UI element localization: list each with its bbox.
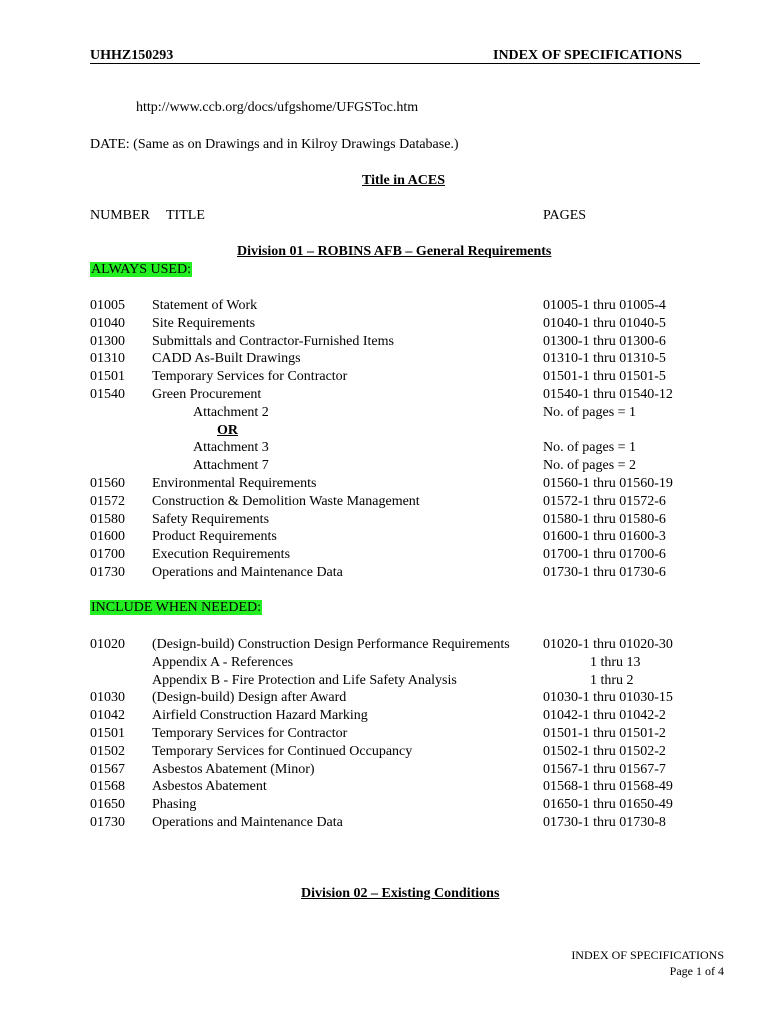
spec-number: 01020 [90,637,125,652]
spec-title: Appendix A - References [152,654,294,670]
table-row [90,315,710,333]
table-row [90,368,710,386]
spec-title: Phasing [152,797,197,813]
spec-pages: 01042-1 thru 01042-2 [543,708,666,724]
spec-pages: 01560-1 thru 01560-19 [543,476,673,491]
spec-number: 01501 [90,369,125,385]
spec-number: 01005 [90,298,125,313]
table-row [90,743,710,761]
spec-number: 01568 [90,779,125,795]
spec-title: Operations and Maintenance Data [152,565,343,580]
spec-number: 01730 [90,565,125,580]
spec-pages: 01700-1 thru 01700-6 [543,547,666,563]
spec-title: Attachment 2 [193,404,269,420]
table-row [90,814,710,832]
reference-url[interactable]: http://www.ccb.org/docs/ufgshome/UFGSToc.htm [136,100,419,115]
spec-number: 01310 [90,351,125,367]
spec-title: Temporary Services for Continued Occupancy [152,743,413,759]
spec-pages: 01567-1 thru 01567-7 [543,761,666,777]
table-row [90,654,710,672]
spec-pages: 01020-1 thru 01020-30 [543,637,673,652]
spec-title: Construction & Demolition Waste Management [152,493,420,509]
spec-number: 01700 [90,547,125,563]
spec-pages: No. of pages = 1 [543,404,637,420]
table-row [90,689,710,707]
division-01-heading: Division 01 – ROBINS AFB – General Requirements [237,244,552,259]
table-row [90,672,710,690]
spec-pages: 01650-1 thru 01650-49 [543,797,673,813]
table-row [90,333,710,351]
table-row [90,511,710,529]
spec-pages: 01730-1 thru 01730-8 [543,815,666,830]
spec-pages: 01580-1 thru 01580-6 [543,511,666,527]
spec-title: Appendix B - Fire Protection and Life Safety Analysis [152,672,457,688]
spec-number: 01502 [90,743,125,759]
aces-title: Title in ACES [362,173,445,188]
spec-number: 01560 [90,476,125,491]
spec-pages: 01730-1 thru 01730-6 [543,565,666,580]
spec-title: Airfield Construction Hazard Marking [152,708,368,724]
spec-title: CADD As-Built Drawings [152,351,301,367]
spec-pages: 01501-1 thru 01501-5 [543,369,666,385]
spec-pages: 01568-1 thru 01568-49 [543,779,673,795]
spec-pages: 01040-1 thru 01040-5 [543,315,666,331]
spec-pages: 01005-1 thru 01005-4 [543,298,666,313]
include-when-needed-label [90,601,262,615]
spec-title: Submittals and Contractor-Furnished Items [152,333,394,349]
always-used-label [90,263,192,277]
spec-pages: 01572-1 thru 01572-6 [543,493,666,509]
spec-title: Operations and Maintenance Data [152,815,343,830]
header-rule [90,63,700,64]
table-row [90,386,710,404]
spec-number: 01030 [90,690,125,706]
spec-pages: 01030-1 thru 01030-15 [543,690,673,706]
table-row [90,350,710,368]
spec-pages: 01540-1 thru 01540-12 [543,387,673,402]
spec-pages: 01600-1 thru 01600-3 [543,529,666,545]
division-02-heading: Division 02 – Existing Conditions [301,886,500,901]
table-row [90,778,710,796]
table-row [90,493,710,511]
column-header-number: NUMBER [90,208,150,223]
spec-pages: 01501-1 thru 01501-2 [543,726,666,741]
table-row [90,475,710,493]
spec-number: 01730 [90,815,125,830]
table-row [90,761,710,779]
spec-title: Execution Requirements [152,547,291,563]
spec-title: Product Requirements [152,529,277,545]
spec-title: Temporary Services for Contractor [152,369,348,385]
table-row [90,546,710,564]
spec-title: Temporary Services for Contractor [152,726,348,741]
footer-page-number: Page 1 of 4 [669,964,724,978]
spec-number: 01040 [90,315,125,331]
table-row [90,528,710,546]
spec-title: Statement of Work [152,298,258,313]
spec-number: 01501 [90,726,125,741]
column-header-title: TITLE [166,208,205,223]
spec-pages: No. of pages = 2 [543,458,637,474]
include-when-needed-highlight: INCLUDE WHEN NEEDED: [91,600,262,615]
spec-title: Safety Requirements [152,511,270,527]
spec-pages: 01502-1 thru 01502-2 [543,743,666,759]
spec-number: 01600 [90,529,125,545]
spec-number: 01300 [90,333,125,349]
always-used-highlight: ALWAYS USED: [91,262,191,277]
table-row [90,422,710,440]
column-header-pages: PAGES [543,208,587,223]
table-row [90,707,710,725]
table-row [90,297,710,315]
spec-title: Asbestos Abatement [152,779,267,795]
table-row [90,439,710,457]
table-row [90,457,710,475]
spec-number: 01572 [90,493,125,509]
spec-number: 01650 [90,797,125,813]
spec-number: 01580 [90,511,125,527]
spec-title: (Design-build) Design after Award [152,690,347,706]
spec-pages: 01310-1 thru 01310-5 [543,351,666,367]
spec-title: Attachment 7 [193,458,269,474]
spec-pages: 1 thru 13 [590,654,641,670]
spec-title: Green Procurement [152,387,262,402]
spec-number: 01567 [90,761,125,777]
spec-title: Environmental Requirements [152,476,317,491]
spec-pages: No. of pages = 1 [543,440,637,456]
spec-pages: 1 thru 2 [590,672,634,688]
table-row [90,725,710,743]
spec-title: (Design-build) Construction Design Performance Requirements [152,637,510,652]
spec-title: OR [217,422,238,438]
date-line: DATE: (Same as on Drawings and in Kilroy Drawings Database.) [90,137,459,152]
spec-title: Attachment 3 [193,440,269,456]
spec-number: 01042 [90,708,125,724]
table-row [90,564,710,582]
footer-title: INDEX OF SPECIFICATIONS [571,948,724,962]
table-row [90,404,710,422]
doc-id: UHHZ150293 [90,48,174,63]
spec-title: Asbestos Abatement (Minor) [152,761,315,777]
table-row [90,796,710,814]
header-title: INDEX OF SPECIFICATIONS [493,48,683,63]
spec-number: 01540 [90,387,125,402]
spec-title: Site Requirements [152,315,256,331]
table-row [90,636,710,654]
spec-pages: 01300-1 thru 01300-6 [543,333,666,349]
